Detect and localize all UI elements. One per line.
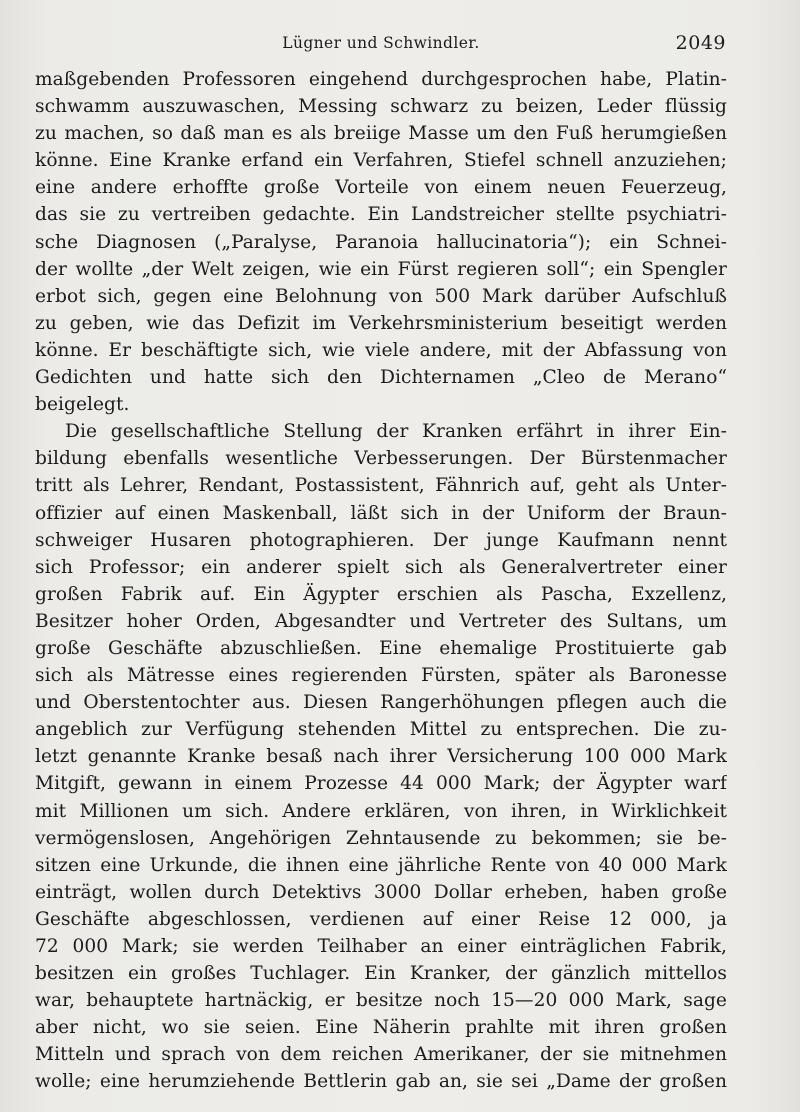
text-line: das sie zu vertreiben gedachte. Ein Landstreicher stellte psychiatri- [35,204,727,226]
text-line: besitzen ein großes Tuchlager. Ein Kranker, der gänzlich mittellos [35,963,727,985]
text-line: vermögenslosen, Angehörigen Zehntausende zu bekommen; sie be- [35,827,727,849]
text-line: sich Professor; ein anderer spielt sich als Generalvertreter einer [35,556,727,578]
text-line: 72 000 Mark; sie werden Teilhaber an einer einträglichen Fabrik, [35,936,727,957]
text-line: könne. Eine Kranke erfand ein Verfahren, Stiefel schnell anzuziehen; [35,150,727,172]
text-line: angeblich zur Verfügung stehenden Mittel zu entsprechen. Die zu- [35,719,727,741]
text-line: offizier auf einen Maskenball, läßt sich in der Uniform der Braun- [35,502,727,524]
text-line: letzt genannte Kranke besaß nach ihrer Versicherung 100 000 Mark [35,746,727,768]
text-line: und Oberstentochter aus. Diesen Rangerhöhungen pflegen auch die [35,692,727,714]
text-line: maßgebenden Professoren eingehend durchgesprochen habe, Platin- [35,69,727,90]
text-line: sich als Mätresse eines regierenden Fürsten, später als Baronesse [35,665,727,687]
text-line: großen Fabrik auf. Ein Ägypter erschien als Pascha, Exzellenz, [35,583,727,605]
page-number: 2049 [675,32,726,54]
text-line: Besitzer hoher Orden, Abgesandter und Vertreter des Sultans, um [35,610,727,632]
text-line: sche Diagnosen („Paralyse, Paranoia hallucinatoria“); ein Schnei- [35,231,727,253]
text-line: zu machen, so daß man es als breiige Masse um den Fuß herumgießen [35,123,727,145]
text-line: zu geben, wie das Defizit im Verkehrsministerium beseitigt werden [35,312,727,334]
text-line: Geschäfte abgeschlossen, verdienen auf einer Reise 12 000, ja [35,908,727,930]
text-line: tritt als Lehrer, Rendant, Postassistent, Fähnrich auf, geht als Unter- [35,475,727,497]
text-line: einträgt, wollen durch Detektivs 3000 Dollar erheben, haben große [35,881,727,903]
running-title: Lügner und Schwindler. [282,34,480,52]
text-line: erbot sich, gegen eine Belohnung von 500 Mark darüber Aufschluß [35,285,727,307]
text-line: schweiger Husaren photographieren. Der junge Kaufmann nennt [35,529,727,551]
text-line: sitzen eine Urkunde, die ihnen eine jährliche Rente von 40 000 Mark [35,854,727,876]
text-line: war, behauptete hartnäckig, er besitze noch 15—20 000 Mark, sage [35,990,727,1012]
text-line: Mitgift, gewann in einem Prozesse 44 000 Mark; der Ägypter warf [35,773,727,795]
text-line: wolle; eine herumziehende Bettlerin gab an, sie sei „Dame der großen [35,1071,727,1093]
text-line: aber nicht, wo sie seien. Eine Näherin prahlte mit ihren großen [35,1017,727,1039]
body-text [35,66,727,1096]
text-line: mit Millionen um sich. Andere erklären, von ihren, in Wirklichkeit [35,800,727,822]
page-header [36,32,726,58]
paragraph-end-line: beigelegt. [35,394,130,416]
paragraph-start-line: Die gesellschaftliche Stellung der Kranken erfährt in ihrer Ein- [65,421,727,443]
text-line: könne. Er beschäftigte sich, wie viele andere, mit der Abfassung von [35,339,727,361]
text-line: bildung ebenfalls wesentliche Verbesserungen. Der Bürstenmacher [35,448,727,470]
text-line: eine andere erhoffte große Vorteile von einem neuen Feuerzeug, [35,177,727,199]
text-line: Mitteln und sprach von dem reichen Amerikaner, der sie mitnehmen [35,1044,727,1066]
text-line: Gedichten und hatte sich den Dichternamen „Cleo de Merano“ [35,367,727,389]
text-line: der wollte „der Welt zeigen, wie ein Fürst regieren soll“; ein Spengler [35,258,727,280]
text-line: große Geschäfte abzuschließen. Eine ehemalige Prostituierte gab [35,637,727,659]
text-line: schwamm auszuwaschen, Messing schwarz zu beizen, Leder flüssig [35,96,727,118]
